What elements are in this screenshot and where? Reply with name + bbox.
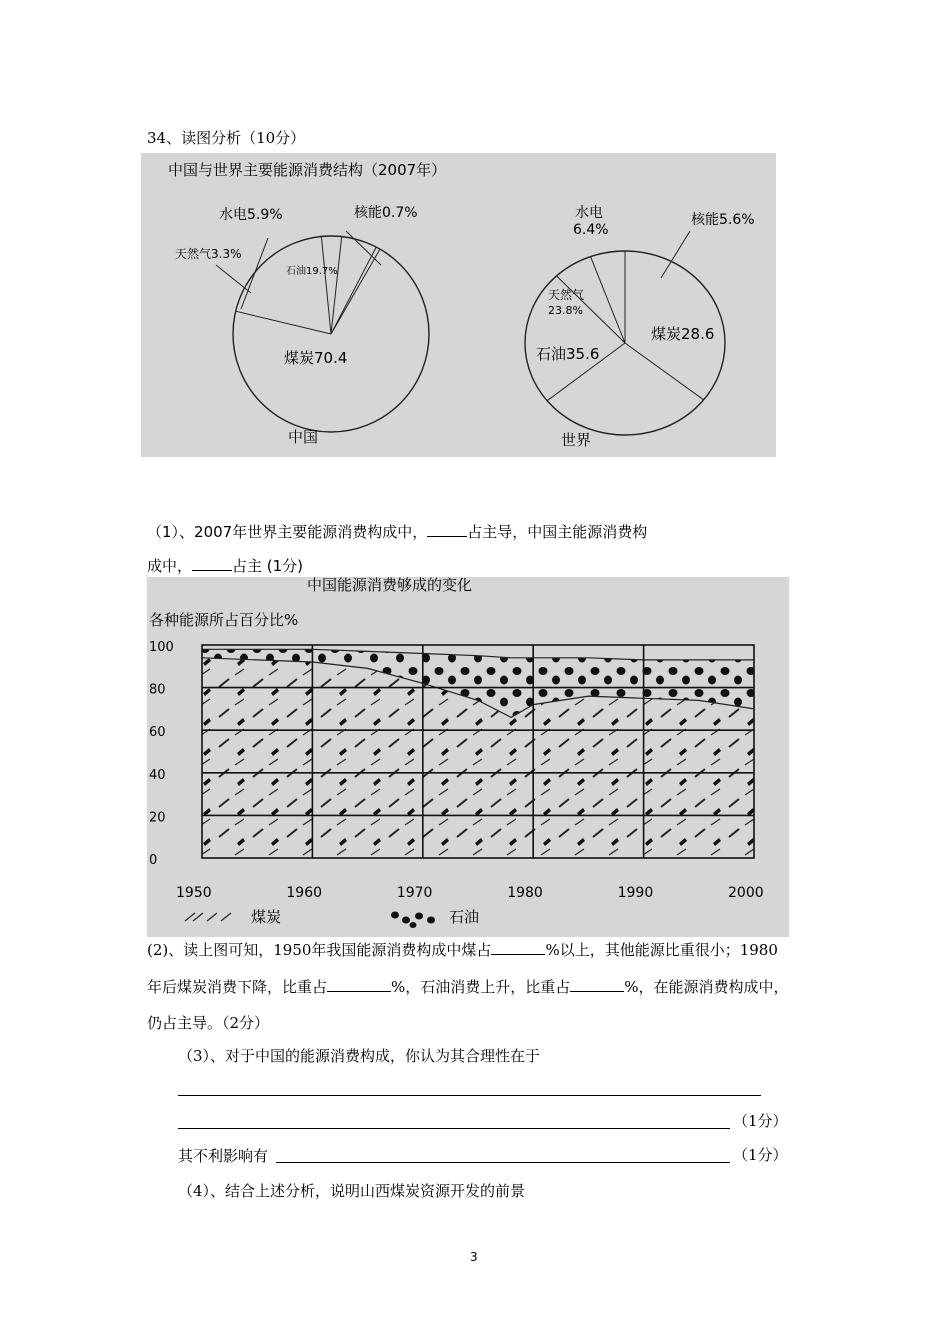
legend — [185, 908, 479, 928]
pie-slice-edge-石油 — [236, 311, 331, 334]
world-pie — [525, 204, 755, 449]
pie-slice-edge-核能 — [591, 257, 626, 343]
china-coal-label: 煤炭70.4 — [284, 349, 348, 367]
energy-change-chart — [147, 577, 789, 937]
world-caption: 世界 — [561, 431, 592, 449]
q1-text-b: 占主导，中国主能源消费构 — [467, 523, 648, 541]
y-tick-label: 20 — [149, 810, 166, 826]
china-nuclear-label: 核能0.7% — [354, 205, 418, 221]
q3-prompt: （3）、对于中国的能源消费构成，你认为其合理性在于 — [178, 1047, 541, 1065]
world-nuclear-leader — [661, 231, 690, 278]
china-pie — [175, 204, 429, 446]
q2-line1 — [147, 938, 778, 960]
q1-text-c: 成中， — [147, 557, 193, 575]
q1-text-a: （1）、2007年世界主要能源消费构成中， — [147, 523, 428, 541]
y-tick-label: 40 — [149, 767, 166, 783]
q2-blank-2[interactable] — [327, 975, 391, 992]
q3-score-1: （1分） — [733, 1112, 788, 1130]
q1-blank-1[interactable] — [427, 520, 467, 537]
x-tick-label: 1970 — [396, 885, 433, 901]
pie-slice-edge-核能 — [331, 247, 376, 334]
area-chart-title: 中国能源消费够成的变化 — [307, 577, 473, 594]
q2-blank-3[interactable] — [570, 975, 624, 992]
pie-figure-title: 中国与世界主要能源消费结构（2007年） — [168, 161, 447, 179]
q1-line2 — [147, 554, 303, 576]
pie-slice-edge-煤炭 — [625, 343, 704, 400]
world-gas-label-2: 23.8% — [548, 304, 583, 317]
x-tick-label: 1960 — [286, 885, 323, 901]
legend-coal-swatch — [185, 913, 231, 921]
x-tick-label: 2000 — [728, 885, 764, 901]
china-gas-label: 天然气3.3% — [175, 247, 242, 261]
energy-change-figure — [147, 577, 789, 937]
q3-negative-label: 其不利影响有 — [178, 1147, 269, 1165]
world-gas-label-1: 天然气 — [548, 288, 585, 302]
q2-text-e: %，在能源消费构成中， — [624, 978, 789, 996]
world-hydro-label-2: 6.4% — [573, 222, 609, 238]
q3-answer-line-2[interactable] — [178, 1128, 730, 1129]
q4-prompt: （4）、结合上述分析，说明山西煤炭资源开发的前景 — [178, 1182, 526, 1200]
q2-text-a: (2)、读上图可知，1950年我国能源消费构成中煤占 — [147, 941, 492, 959]
page-number: 3 — [470, 1250, 478, 1264]
china-gas-leader — [216, 265, 251, 293]
pie-figure — [141, 153, 776, 457]
pie-slice-edge-煤炭 — [331, 249, 380, 334]
q2-text-d: %，石油消费上升，比重占 — [391, 978, 571, 996]
area-layer — [202, 649, 754, 858]
q2-text-c: 年后煤炭消费下降，比重占 — [147, 978, 328, 996]
legend-coal-label: 煤炭 — [251, 908, 282, 926]
x-tick-label: 1980 — [507, 885, 543, 901]
pie-charts-svg — [141, 153, 776, 457]
q2-line2 — [147, 975, 789, 997]
china-hydro-leader — [241, 238, 268, 309]
q3-answer-line-1[interactable] — [178, 1095, 761, 1096]
china-caption: 中国 — [288, 428, 319, 446]
q2-line3: 仍占主导。（2分） — [147, 1014, 270, 1032]
world-oil-label: 石油35.6 — [536, 345, 600, 363]
q2-text-b: %以上，其他能源比重很小；1980 — [545, 941, 778, 959]
y-tick-label: 60 — [149, 725, 166, 741]
legend-oil-label: 石油 — [449, 908, 480, 926]
china-hydro-label: 水电5.9% — [219, 207, 283, 223]
x-tick-label: 1950 — [176, 885, 212, 901]
pie-slice-edge-天然气 — [321, 237, 331, 335]
q3-score-2: （1分） — [733, 1146, 788, 1164]
q2-blank-1[interactable] — [491, 938, 545, 955]
question-title: 34、读图分析（10分） — [147, 129, 306, 147]
y-tick-label: 0 — [149, 853, 158, 868]
pie-slice-edge-水电 — [331, 237, 342, 334]
y-tick-label: 100 — [149, 640, 174, 655]
world-hydro-label-1: 水电 — [575, 205, 603, 221]
q3-answer-line-3[interactable] — [276, 1162, 730, 1163]
q1-text-d: 占主 (1分) — [232, 557, 304, 575]
world-nuclear-label: 核能5.6% — [691, 212, 755, 228]
q1-blank-2[interactable] — [192, 554, 232, 571]
q1-line1 — [147, 520, 647, 542]
world-coal-label: 煤炭28.6 — [651, 325, 715, 343]
x-tick-label: 1990 — [617, 885, 654, 901]
china-pie-slice-lines — [236, 237, 380, 335]
y-tick-label: 80 — [149, 682, 166, 698]
area-chart-ylabel: 各种能源所占百分比% — [149, 611, 299, 629]
legend-oil-swatch — [391, 912, 435, 929]
china-oil-label: 石油19.7% — [286, 266, 338, 277]
